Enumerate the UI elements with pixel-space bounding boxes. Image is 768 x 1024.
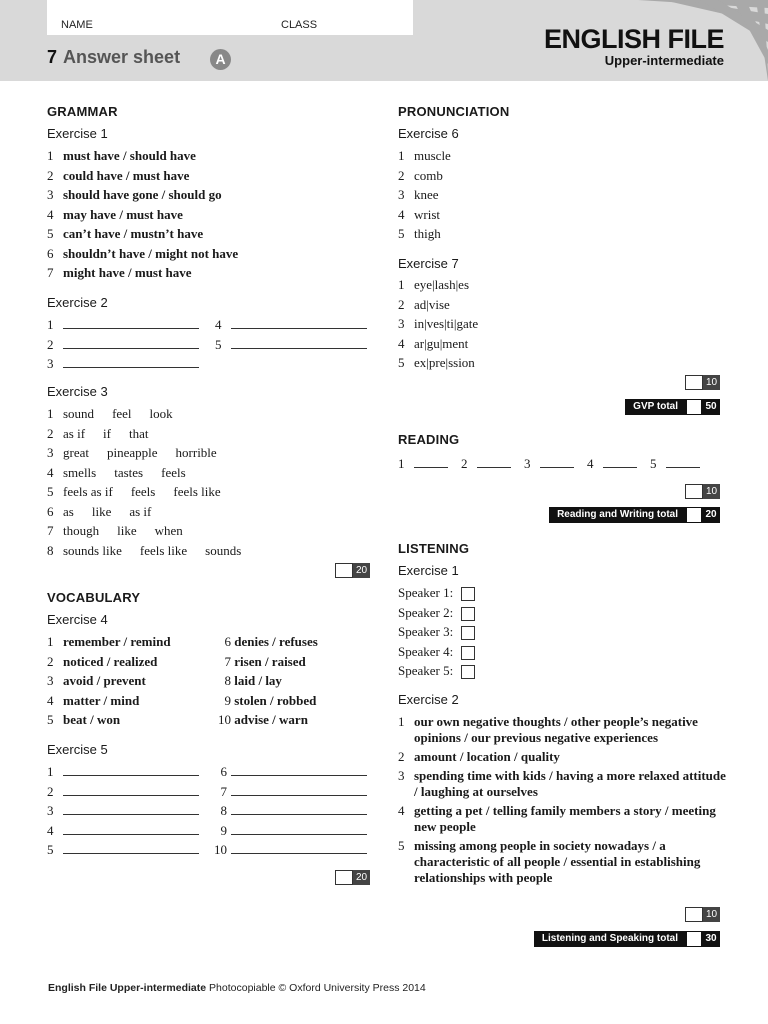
score-max: 10 [703, 907, 720, 922]
footer-copyright: Photocopiable © Oxford University Press 2014 [209, 982, 426, 994]
grammar-ex2-blanks: 1 4 2 5 3 [47, 315, 367, 374]
score-max: 10 [703, 484, 720, 499]
answer-blank-10[interactable] [231, 842, 367, 854]
option: feels as if [63, 484, 113, 499]
unit-number: 7 [47, 47, 58, 67]
total-label: GVP total [625, 399, 686, 415]
option: when [154, 523, 183, 538]
grammar-ex3-label: Exercise 3 [47, 384, 108, 399]
score-input[interactable] [335, 870, 353, 885]
name-label: NAME [61, 19, 93, 31]
answer: stolen / robbed [234, 692, 317, 708]
answer-box[interactable] [461, 626, 475, 640]
listening-ex2-list: 1 our own negative thoughts / other people’s negative opinions / our previous negative experiences 2 amount / location / quality 3 spending time with kids / having a more relaxed attitude / laughing at ourselves 4 getting a pet / telling family members a story / meeting new people 5 missing among people in society nowadays / a characteristic of all people / essential in establishing relationships with people [398, 714, 728, 889]
answer: shouldn’t have / might not have [63, 245, 239, 261]
option: sounds like [63, 542, 122, 558]
listening-heading: LISTENING [398, 541, 470, 556]
answer-blank-3[interactable] [63, 356, 199, 368]
grammar-ex2-label: Exercise 2 [47, 295, 108, 310]
answer-blank-1[interactable] [63, 317, 199, 329]
grammar-ex3-list: 1 sound feel look 2 as if if that 3 great pineapple horrible 4 smells tastes feels 5 feels as if feels feels like 6 as like as if 7 though like when 8 sounds like feels like sounds [47, 406, 242, 558]
answer: ar|gu|ment [414, 335, 469, 351]
reading-heading: READING [398, 432, 460, 447]
option: look [149, 406, 173, 421]
answer-box[interactable] [461, 646, 475, 660]
speaker-label: Speaker 5: [398, 663, 454, 678]
answer-sheet-title: Answer sheet [63, 47, 181, 67]
answer-blank-3[interactable] [540, 456, 574, 468]
answer-blank-4[interactable] [63, 823, 199, 835]
pronunciation-score-box [685, 375, 720, 390]
page-header [0, 0, 768, 81]
total-max: 20 [702, 507, 720, 523]
answer-blank-9[interactable] [231, 823, 367, 835]
answer: missing among people in society nowadays / a characteristic of all people / essential in establishing relationships with people [414, 838, 701, 885]
answer: wrist [414, 206, 440, 222]
listening-score-box [685, 907, 720, 922]
pronunciation-ex7-label: Exercise 7 [398, 256, 459, 271]
option: feels [161, 464, 186, 480]
pronunciation-ex6-label: Exercise 6 [398, 126, 459, 141]
reading-score-box [685, 484, 720, 499]
option: feel [112, 406, 132, 421]
answer-blank-5[interactable] [231, 337, 367, 349]
total-input[interactable] [686, 399, 702, 415]
speaker-label: Speaker 1: [398, 585, 454, 600]
answer: can’t have / mustn’t have [63, 226, 204, 241]
pronunciation-ex6-list: 1 muscle 2 comb 3 knee 4 wrist 5 thigh [398, 148, 451, 241]
name-class-box [47, 0, 413, 35]
answer-box[interactable] [461, 587, 475, 601]
option: great [63, 445, 89, 460]
grammar-heading: GRAMMAR [47, 104, 118, 119]
answer: knee [414, 187, 439, 202]
pronunciation-ex7-list: 1 eye|lash|es 2 ad|vise 3 in|ves|ti|gate 4 ar|gu|ment 5 ex|pre|ssion [398, 277, 479, 370]
option: smells [63, 464, 97, 480]
answer-box[interactable] [461, 607, 475, 621]
brand-title: ENGLISH FILE [543, 24, 724, 54]
answer: noticed / realized [63, 653, 158, 669]
option: sound [63, 406, 95, 421]
option: though [63, 523, 100, 538]
score-input[interactable] [685, 484, 703, 499]
option: feels like [173, 484, 221, 499]
answer: matter / mind [63, 692, 140, 708]
listening-ex2-label: Exercise 2 [398, 692, 459, 707]
listening-ex1-list [398, 583, 475, 681]
answer-blank-4[interactable] [231, 317, 367, 329]
option: feels like [139, 542, 188, 558]
listening-ex1-label: Exercise 1 [398, 563, 459, 578]
vocabulary-score-box [335, 870, 370, 885]
vocabulary-heading: VOCABULARY [47, 590, 141, 605]
answer: thigh [414, 226, 441, 241]
answer-blank-7[interactable] [231, 784, 367, 796]
grammar-ex1-list: 1 must have / should have 2 could have / must have 3 should have gone / should go 4 may have / must have 5 can’t have / mustn’t have 6 shouldn’t have / might not have 7 might have / must have [47, 148, 239, 280]
answer: comb [414, 167, 443, 183]
answer: in|ves|ti|gate [414, 316, 479, 331]
speaker-label: Speaker 3: [398, 624, 454, 639]
footer-title: English File Upper-intermediate [48, 982, 207, 994]
total-label: Listening and Speaking total [534, 931, 686, 947]
answer: laid / lay [234, 673, 282, 688]
vocabulary-ex4-left: 1 remember / remind 2 noticed / realized 3 avoid / prevent 4 matter / mind 5 beat / won [47, 634, 171, 727]
answer: denies / refuses [234, 634, 318, 649]
score-max: 20 [353, 563, 370, 578]
answer: amount / location / quality [414, 749, 560, 764]
vocabulary-ex4-right: 6 denies / refuses 7 risen / raised 8 laid / lay 9 stolen / robbed 10 advise / warn [218, 634, 318, 727]
answer-blank-8[interactable] [231, 803, 367, 815]
reading-blanks: 1 2 3 4 5 [398, 454, 700, 474]
score-input[interactable] [335, 563, 353, 578]
score-input[interactable] [685, 375, 703, 390]
answer-blank-1[interactable] [414, 456, 448, 468]
answer-blank-3[interactable] [63, 803, 199, 815]
reading-writing-total [549, 507, 720, 523]
option: pineapple [106, 445, 158, 460]
option: as [63, 503, 74, 519]
answer: risen / raised [234, 653, 306, 669]
grammar-score-box [335, 563, 370, 578]
total-max: 50 [702, 399, 720, 415]
option: sounds [205, 542, 242, 558]
answer-blank-2[interactable] [63, 337, 199, 349]
vocabulary-ex5-blanks: 1 6 2 7 3 8 4 9 5 10 [47, 762, 367, 860]
answer: advise / warn [234, 712, 308, 727]
page-footer [48, 982, 426, 994]
answer: must have / should have [63, 148, 196, 163]
answer: should have gone / should go [63, 187, 222, 202]
score-input[interactable] [685, 907, 703, 922]
grammar-ex1-label: Exercise 1 [47, 126, 108, 141]
pronunciation-heading: PRONUNCIATION [398, 104, 510, 119]
answer: eye|lash|es [414, 277, 470, 292]
answer-box[interactable] [461, 665, 475, 679]
option: if [103, 425, 111, 441]
class-label: CLASS [281, 19, 318, 31]
total-label: Reading and Writing total [549, 507, 686, 523]
answer: could have / must have [63, 167, 190, 183]
answer: muscle [414, 148, 451, 163]
option: feels [130, 484, 156, 499]
score-max: 20 [353, 870, 370, 885]
answer: ex|pre|ssion [414, 355, 475, 370]
answer-blank-4[interactable] [603, 456, 637, 468]
answer: remember / remind [63, 634, 171, 649]
version-badge: A [210, 49, 231, 70]
unit-title [47, 47, 180, 68]
speaker-label: Speaker 4: [398, 643, 454, 659]
answer: our own negative thoughts / other people’s negative opinions / our previous negative experiences [414, 714, 698, 745]
answer: beat / won [63, 712, 121, 727]
answer-blank-2[interactable] [63, 784, 199, 796]
answer-blank-2[interactable] [477, 456, 511, 468]
option: like [117, 523, 137, 538]
answer: avoid / prevent [63, 673, 146, 688]
answer: getting a pet / telling family members a story / meeting new people [414, 803, 716, 834]
score-max: 10 [703, 375, 720, 390]
answer: might have / must have [63, 265, 192, 280]
total-input[interactable] [686, 507, 702, 523]
listening-speaking-total [534, 931, 720, 947]
answer: may have / must have [63, 206, 183, 222]
speaker-label: Speaker 2: [398, 604, 454, 620]
option: as if [129, 503, 152, 519]
option: like [91, 503, 112, 519]
vocabulary-ex4-label: Exercise 4 [47, 612, 108, 627]
vocabulary-ex5-label: Exercise 5 [47, 742, 108, 757]
option: that [128, 425, 149, 441]
total-input[interactable] [686, 931, 702, 947]
option: horrible [175, 445, 217, 460]
answer: ad|vise [414, 296, 450, 312]
total-max: 30 [702, 931, 720, 947]
option: as if [63, 425, 86, 441]
gvp-total [625, 399, 720, 415]
answer-blank-1[interactable] [63, 764, 199, 776]
option: tastes [114, 464, 144, 480]
answer-blank-6[interactable] [231, 764, 367, 776]
brand-level: Upper-intermediate [604, 53, 724, 68]
answer-blank-5[interactable] [63, 842, 199, 854]
answer: spending time with kids / having a more relaxed attitude / laughing at ourselves [414, 768, 726, 799]
answer-blank-5[interactable] [666, 456, 700, 468]
